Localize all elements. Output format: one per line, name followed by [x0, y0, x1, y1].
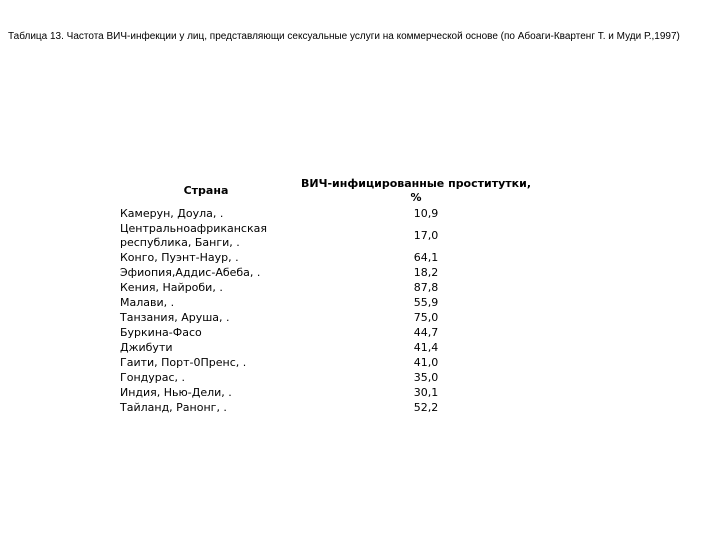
table-row: [116, 401, 536, 416]
value-cell: 41,4: [413, 341, 439, 354]
hiv-prevalence-table: [116, 175, 536, 416]
value-cell: 30,1: [413, 386, 439, 399]
country-cell: Камерун, Доула, .: [120, 207, 224, 220]
table-row: [116, 356, 536, 371]
header-country: Страна: [183, 184, 229, 197]
table-row: [116, 296, 536, 311]
value-cell: 10,9: [413, 207, 439, 220]
country-cell: Индия, Нью-Дели, .: [120, 386, 232, 399]
value-cell: 17,0: [413, 229, 439, 242]
value-cell: 52,2: [413, 401, 439, 414]
table-row: [116, 266, 536, 281]
header-hiv-percent: ВИЧ-инфицированные проститутки, %: [301, 177, 531, 204]
value-cell: 44,7: [413, 326, 439, 339]
table-row: [116, 341, 536, 356]
table-caption: Таблица 13. Частота ВИЧ-инфекции у лиц, представляющи сексуальные услуги на коммерческой основе (по Абоаги-Квартенг Т. и Муди Р.,1997): [8, 31, 680, 42]
value-cell: 55,9: [413, 296, 439, 309]
country-cell: Джибути: [120, 341, 173, 354]
country-cell: Конго, Пуэнт-Наур, .: [120, 251, 239, 264]
country-cell: Центральноафриканская республика, Банги, .: [120, 222, 267, 249]
country-cell: Гондурас, .: [120, 371, 186, 384]
table-row: [116, 251, 536, 266]
table-row: [116, 222, 536, 251]
value-cell: 18,2: [413, 266, 439, 279]
country-cell: Кения, Найроби, .: [120, 281, 223, 294]
table-row: [116, 386, 536, 401]
value-cell: 87,8: [413, 281, 439, 294]
value-cell: 41,0: [413, 356, 439, 369]
table-row: [116, 207, 536, 222]
table-row: [116, 326, 536, 341]
table-row: [116, 281, 536, 296]
country-cell: Малави, .: [120, 296, 175, 309]
table-row: [116, 371, 536, 386]
country-cell: Эфиопия,Аддис-Абеба, .: [120, 266, 261, 279]
country-cell: Танзания, Аруша, .: [120, 311, 230, 324]
value-cell: 64,1: [413, 251, 439, 264]
value-cell: 75,0: [413, 311, 439, 324]
table-row: [116, 311, 536, 326]
value-cell: 35,0: [413, 371, 439, 384]
country-cell: Буркина-Фасо: [120, 326, 202, 339]
country-cell: Гаити, Порт-0Пренс, .: [120, 356, 247, 369]
country-cell: Тайланд, Ранонг, .: [120, 401, 227, 414]
table-header-row: [116, 175, 536, 207]
